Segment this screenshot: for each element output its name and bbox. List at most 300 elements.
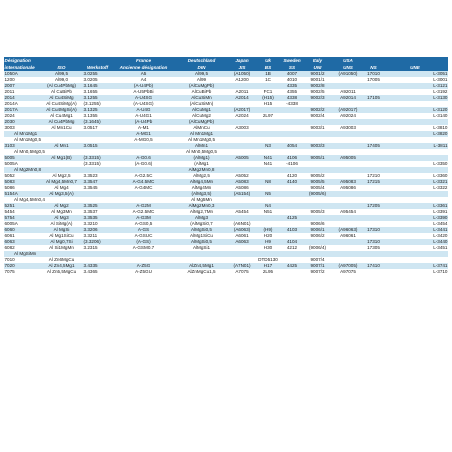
cell-iso: Al Zn6MgCu bbox=[40, 257, 83, 263]
cell-ss: 4425 bbox=[280, 263, 304, 269]
cell-bs: 1B bbox=[256, 71, 280, 77]
cell-din: Al99,5 bbox=[175, 71, 228, 77]
cell-bs: N5 bbox=[256, 191, 280, 197]
cell-ss: 4355 bbox=[280, 89, 304, 95]
cell-ss bbox=[280, 269, 304, 275]
cell-din: Al Mg5Mn bbox=[175, 197, 228, 203]
cell-ss: 4054 bbox=[280, 143, 304, 149]
header-top-cell bbox=[382, 57, 448, 64]
cell-uns: A92024 bbox=[331, 113, 365, 119]
cell-designation: 2011 bbox=[4, 89, 40, 95]
cell-uns: A93003 bbox=[331, 125, 365, 131]
cell-bs: FC1 bbox=[256, 89, 280, 95]
cell-iso: Al Cu4PbMg bbox=[40, 119, 83, 125]
header-top-cell bbox=[40, 57, 83, 64]
cell-une: L-3192 bbox=[382, 89, 448, 95]
cell-iso: Al Mg2,5 bbox=[40, 173, 83, 179]
cell-iso: Al MgSi bbox=[40, 227, 83, 233]
cell-une: L-3451 bbox=[382, 245, 448, 251]
cell-werkstoff: 3.3206 bbox=[83, 227, 112, 233]
cell-ns: 17310 bbox=[365, 239, 382, 245]
cell-jis: A7075 bbox=[228, 269, 256, 275]
cell-designation: 3103 bbox=[4, 143, 40, 149]
cell-une: L-3440 bbox=[382, 239, 448, 245]
cell-ss: 4212 bbox=[280, 245, 304, 251]
cell-uni: 9001/1 bbox=[304, 77, 331, 83]
cell-bs: DTD5130 bbox=[256, 257, 280, 263]
cell-ancienne-designation: A-MG0,5 bbox=[112, 137, 175, 143]
cell-werkstoff: (3.3315) bbox=[83, 161, 112, 167]
cell-ancienne-designation: (A-G0.6) bbox=[112, 161, 175, 167]
cell-une: L-3140 bbox=[382, 113, 448, 119]
cell-designation: Al MgSiMn bbox=[4, 251, 40, 257]
cell-une: L-3710 bbox=[382, 269, 448, 275]
cell-werkstoff: 3.1645 bbox=[83, 83, 112, 89]
cell-ss: 4106 bbox=[280, 155, 304, 161]
cell-uni: 9005/1 bbox=[304, 155, 331, 161]
cell-bs: N51 bbox=[256, 209, 280, 215]
alloy-designation-table bbox=[4, 57, 448, 275]
cell-jis: A6063 bbox=[228, 239, 256, 245]
header-top-cell bbox=[83, 57, 112, 64]
cell-uns: A95086 bbox=[331, 185, 365, 191]
cell-designation: 6082 bbox=[4, 245, 40, 251]
cell-ns: 17205 bbox=[365, 203, 382, 209]
cell-designation: 2007 bbox=[4, 83, 40, 89]
cell-une: L-3120 bbox=[382, 107, 448, 113]
cell-une: L-3001 bbox=[382, 77, 448, 83]
cell-designation: Al Mn1Mg0,5 bbox=[4, 137, 40, 143]
cell-uni: 9003/3 bbox=[304, 143, 331, 149]
cell-une: L-3350 bbox=[382, 161, 448, 167]
cell-une: L-3810 bbox=[382, 125, 448, 131]
cell-din: AlZn4,5Mg1 bbox=[175, 263, 228, 269]
cell-werkstoff: 3.3545 bbox=[83, 185, 112, 191]
cell-din: (AlMg1 bbox=[175, 161, 228, 167]
cell-din: AlCuBiPb bbox=[175, 89, 228, 95]
cell-designation: 6005A bbox=[4, 221, 40, 227]
cell-designation: Al Mg2Mn0,8 bbox=[4, 167, 40, 173]
cell-ss: 4120 bbox=[280, 173, 304, 179]
cell-iso: Al Mg2 bbox=[40, 203, 83, 209]
cell-din: AlMn1 bbox=[175, 143, 228, 149]
cell-designation: 6060 bbox=[4, 227, 40, 233]
cell-designation: 7075 bbox=[4, 269, 40, 275]
header-country-uk: Uk bbox=[256, 57, 280, 64]
cell-ss: 4338 bbox=[280, 95, 304, 101]
cell-uns: (A91050) bbox=[331, 71, 365, 77]
cell-din: AlMg2Mn0,8 bbox=[175, 167, 228, 173]
cell-une: L-3390 bbox=[382, 215, 448, 221]
cell-uni: 9002/8 bbox=[304, 83, 331, 89]
cell-din: Al99 bbox=[175, 77, 228, 83]
cell-designation: 5005 bbox=[4, 155, 40, 161]
cell-werkstoff: 3.3525 bbox=[83, 203, 112, 209]
cell-uni: 9002/5 bbox=[304, 89, 331, 95]
cell-din: (AlMg1) bbox=[175, 155, 228, 161]
cell-ancienne-designation: (A-U4Pb bbox=[112, 119, 175, 125]
cell-bs: N4 bbox=[256, 203, 280, 209]
cell-iso: Al Mg4 bbox=[40, 185, 83, 191]
cell-ancienne-designation: (A-U4Pb) bbox=[112, 83, 175, 89]
cell-ancienne-designation: A-G2.5MC bbox=[112, 209, 175, 215]
header-country-usa: USA bbox=[331, 57, 365, 64]
cell-werkstoff: 3.1355 bbox=[83, 113, 112, 119]
cell-iso: Al Si1MgMn bbox=[40, 245, 83, 251]
cell-din: (AlCuSiMn) bbox=[175, 101, 228, 107]
cell-din: AlMg2,5 bbox=[175, 173, 228, 179]
cell-jis: A3003 bbox=[228, 125, 256, 131]
cell-une: L-3322 bbox=[382, 185, 448, 191]
cell-jis: A5454 bbox=[228, 209, 256, 215]
cell-designation: Al Mn1Mg1 bbox=[4, 131, 40, 137]
cell-ancienne-designation: A-U4SG bbox=[112, 95, 175, 101]
cell-din: AlCuMg2 bbox=[175, 113, 228, 119]
cell-uni: 9007/1 bbox=[304, 263, 331, 269]
header-country-france: France bbox=[112, 57, 175, 64]
cell-din: AlMg4,5Mn bbox=[175, 179, 228, 185]
cell-ss: 4007 bbox=[280, 71, 304, 77]
cell-din: AlMg1SiCu bbox=[175, 233, 228, 239]
cell-ancienne-designation: A-M1 bbox=[112, 125, 175, 131]
cell-designation: 6063 bbox=[4, 239, 40, 245]
cell-din: AlMg2Mn0,3 bbox=[175, 203, 228, 209]
cell-ss: 4103 bbox=[280, 227, 304, 233]
cell-bs: 1C bbox=[256, 77, 280, 83]
cell-ancienne-designation: A-GS0,5 bbox=[112, 221, 175, 227]
cell-ancienne-designation: A5 bbox=[112, 71, 175, 77]
cell-designation: 5052 bbox=[4, 173, 40, 179]
cell-designation: 1050A bbox=[4, 71, 40, 77]
cell-une: L-3391 bbox=[382, 209, 448, 215]
cell-din: AlCuMg1 bbox=[175, 107, 228, 113]
cell-bs: N41 bbox=[256, 155, 280, 161]
cell-uni: 9005/3 bbox=[304, 209, 331, 215]
header-country-deutschland: Deutschland bbox=[175, 57, 228, 64]
cell-din: AlMgSi0,5 bbox=[175, 239, 228, 245]
cell-uni: 9002/2 bbox=[304, 107, 331, 113]
cell-din: AlZnMgCu1,5 bbox=[175, 269, 228, 275]
cell-uns: A97075 bbox=[331, 269, 365, 275]
cell-ns: 17105 bbox=[365, 95, 382, 101]
cell-designation: 2014A bbox=[4, 101, 40, 107]
cell-bs: H9 bbox=[256, 239, 280, 245]
cell-ss: -4338 bbox=[280, 101, 304, 107]
cell-jis: A2011 bbox=[228, 89, 256, 95]
cell-uni: (9005/6) bbox=[304, 191, 331, 197]
cell-werkstoff: 3.3547 bbox=[83, 179, 112, 185]
cell-iso: Al Mg4,5Mn0,7 bbox=[40, 179, 83, 185]
header-designation-line-1: Désignation bbox=[4, 57, 40, 64]
cell-designation: Al Mn0,5Mg0,5 bbox=[4, 149, 40, 155]
cell-ancienne-designation: (A-U4SG) bbox=[112, 101, 175, 107]
cell-jis: A6061 bbox=[228, 233, 256, 239]
cell-designation: Al Mg4,5Mn0,4 bbox=[4, 197, 40, 203]
cell-din: Al Mn1Mg0,5 bbox=[175, 137, 228, 143]
cell-werkstoff: 3.4365 bbox=[83, 269, 112, 275]
header-standard-jis: JIS bbox=[228, 64, 256, 71]
cell-une: L-3420 bbox=[382, 233, 448, 239]
header-country-sweden: Sweden bbox=[280, 57, 304, 64]
cell-jis: (A6063) bbox=[228, 227, 256, 233]
cell-uni: 9006/2 bbox=[304, 233, 331, 239]
cell-une: L-3321 bbox=[382, 179, 448, 185]
cell-bs: (H9) bbox=[256, 227, 280, 233]
header-standard-iso: ISO bbox=[40, 64, 83, 71]
cell-une: L-3361 bbox=[382, 203, 448, 209]
cell-werkstoff: 3.4335 bbox=[83, 263, 112, 269]
cell-jis: (A5154) bbox=[228, 191, 256, 197]
cell-ancienne-designation: A-U4G bbox=[112, 107, 175, 113]
cell-uns: (A97005) bbox=[331, 263, 365, 269]
cell-une: L-3454 bbox=[382, 221, 448, 227]
cell-uni: (9006/4) bbox=[304, 245, 331, 251]
cell-ss: 4104 bbox=[280, 239, 304, 245]
cell-ss: 4335 bbox=[280, 83, 304, 89]
cell-ancienne-designation: (A-GS) bbox=[112, 239, 175, 245]
cell-une: L-3360 bbox=[382, 173, 448, 179]
cell-din: (AlMg3,5) bbox=[175, 191, 228, 197]
cell-ss: -4106 bbox=[280, 161, 304, 167]
cell-ns: 17310 bbox=[365, 227, 382, 233]
cell-jis: A2024 bbox=[228, 113, 256, 119]
cell-bs: N41 bbox=[256, 161, 280, 167]
cell-uns: A92011 bbox=[331, 89, 365, 95]
cell-werkstoff: 3.1255 bbox=[83, 95, 112, 101]
cell-jis: (A1050) bbox=[228, 71, 256, 77]
cell-iso: Al CuBiPb bbox=[40, 89, 83, 95]
cell-designation: 7010 bbox=[4, 257, 40, 263]
cell-jis: A5005 bbox=[228, 155, 256, 161]
cell-jis: (A7N01) bbox=[228, 263, 256, 269]
header-standard-bs: BS bbox=[256, 64, 280, 71]
cell-ns: 17010 bbox=[365, 71, 382, 77]
cell-werkstoff: 3.3211 bbox=[83, 233, 112, 239]
cell-ancienne-designation: A-G4MC bbox=[112, 185, 175, 191]
cell-ns bbox=[365, 269, 382, 275]
cell-designation: 5754 bbox=[4, 215, 40, 221]
cell-iso: Al Mg1SiCu bbox=[40, 233, 83, 239]
cell-iso: (Al Cu4PbMg) bbox=[40, 83, 83, 89]
cell-werkstoff: 3.1325 bbox=[83, 107, 112, 113]
cell-jis: A5083 bbox=[228, 179, 256, 185]
cell-werkstoff: (3.3315) bbox=[83, 155, 112, 161]
cell-din: AlCuSiMn bbox=[175, 95, 228, 101]
cell-ancienne-designation: A-G4.5MC bbox=[112, 179, 175, 185]
cell-iso: Al Mg1(B) bbox=[40, 155, 83, 161]
cell-ns: 17405 bbox=[365, 143, 382, 149]
header-standard-uns: UNS bbox=[331, 64, 365, 71]
cell-jis: (A2017) bbox=[228, 107, 256, 113]
table-row bbox=[4, 269, 448, 275]
cell-ns: 17005 bbox=[365, 77, 382, 83]
cell-werkstoff: 3.0255 bbox=[83, 71, 112, 77]
cell-ss: 4010 bbox=[280, 77, 304, 83]
cell-iso: Al SiMg(A) bbox=[40, 221, 83, 227]
cell-bs: H15 bbox=[256, 101, 280, 107]
cell-iso: Al Mg3 bbox=[40, 215, 83, 221]
cell-uni: 9001/2 bbox=[304, 71, 331, 77]
cell-iso: Al99,0 bbox=[40, 77, 83, 83]
cell-ancienne-designation: A-GSUC bbox=[112, 233, 175, 239]
cell-din: AlMgSi1 bbox=[175, 245, 228, 251]
cell-ns: 17305 bbox=[365, 245, 382, 251]
table-body bbox=[4, 57, 448, 275]
cell-uns: A95083 bbox=[331, 179, 365, 185]
cell-ancienne-designation: A-G2.5C bbox=[112, 173, 175, 179]
cell-ancienne-designation: A-G0.6 bbox=[112, 155, 175, 161]
cell-din: (AlCuMgPb) bbox=[175, 119, 228, 125]
cell-werkstoff: (3.1645) bbox=[83, 119, 112, 125]
cell-uni: 9005/4 bbox=[304, 185, 331, 191]
cell-ancienne-designation: A-Z5G bbox=[112, 263, 175, 269]
cell-werkstoff: 3.1655 bbox=[83, 89, 112, 95]
cell-ns: 17210 bbox=[365, 173, 382, 179]
cell-bs: (H15) bbox=[256, 95, 280, 101]
cell-werkstoff: (3.1255) bbox=[83, 101, 112, 107]
cell-uni: 9007/4 bbox=[304, 257, 331, 263]
cell-bs: H17 bbox=[256, 263, 280, 269]
cell-ancienne-designation: A4 bbox=[112, 77, 175, 83]
cell-werkstoff: 3.0205 bbox=[83, 77, 112, 83]
cell-werkstoff: (3.3206) bbox=[83, 239, 112, 245]
cell-designation: 3003 bbox=[4, 125, 40, 131]
cell-uni: 9006/6 bbox=[304, 221, 331, 227]
cell-designation: 2014 bbox=[4, 95, 40, 101]
cell-iso: Al Cu4SiMg(A) bbox=[40, 101, 83, 107]
cell-din: (AlCuMgPb) bbox=[175, 83, 228, 89]
header-standard-din: DIN bbox=[175, 64, 228, 71]
cell-din: AlMnCu bbox=[175, 125, 228, 131]
cell-iso: Al Mn1 bbox=[40, 143, 83, 149]
cell-jis: A5086 bbox=[228, 185, 256, 191]
cell-iso: Al Mg3,5(A) bbox=[40, 191, 83, 197]
header-top-cell bbox=[365, 57, 382, 64]
cell-iso: Al Mg3Mn bbox=[40, 209, 83, 215]
cell-werkstoff: 3.0515 bbox=[83, 143, 112, 149]
alloy-designation-table-sheet bbox=[4, 57, 448, 275]
cell-ns: 17215 bbox=[365, 179, 382, 185]
header-standard-ns: NS bbox=[365, 64, 382, 71]
cell-bs: 2L97 bbox=[256, 113, 280, 119]
cell-designation: 5083 bbox=[4, 179, 40, 185]
header-standard-ss: SS bbox=[280, 64, 304, 71]
cell-werkstoff: 3.3537 bbox=[83, 209, 112, 215]
cell-designation: 5454 bbox=[4, 209, 40, 215]
cell-bs: 2L95 bbox=[256, 269, 280, 275]
cell-ss: 4125 bbox=[280, 215, 304, 221]
cell-iso: Al99,5 bbox=[40, 71, 83, 77]
header-country-italy: Italy bbox=[304, 57, 331, 64]
cell-designation: 7020 bbox=[4, 263, 40, 269]
cell-iso: Al Cu4SiMg bbox=[40, 95, 83, 101]
cell-din: (AlMgSi0,7 bbox=[175, 221, 228, 227]
cell-din: AlMg3 bbox=[175, 215, 228, 221]
cell-une: L-3811 bbox=[382, 143, 448, 149]
cell-iso: Al Mn1Cu bbox=[40, 125, 83, 131]
header-designation-line-2: internationale bbox=[4, 64, 40, 71]
cell-ancienne-designation: A-GSM0.7 bbox=[112, 245, 175, 251]
cell-werkstoff: 3.3523 bbox=[83, 173, 112, 179]
cell-uni: 9005/5 bbox=[304, 179, 331, 185]
cell-ns: 17410 bbox=[365, 263, 382, 269]
cell-designation: 5154A bbox=[4, 191, 40, 197]
cell-din: AlMg4Mn bbox=[175, 185, 228, 191]
cell-designation: 6061 bbox=[4, 233, 40, 239]
header-country-japan: Japan bbox=[228, 57, 256, 64]
cell-werkstoff: 3.2315 bbox=[83, 245, 112, 251]
cell-uni: 9003/1 bbox=[304, 125, 331, 131]
cell-une: L-3130 bbox=[382, 95, 448, 101]
cell-jis: A1200 bbox=[228, 77, 256, 83]
cell-designation: 5005A bbox=[4, 161, 40, 167]
cell-ancienne-designation: A-GS bbox=[112, 227, 175, 233]
cell-ancienne-designation: A-Z5GU bbox=[112, 269, 175, 275]
cell-ancienne-designation: A-MG1 bbox=[112, 131, 175, 137]
cell-uns: A96061 bbox=[331, 233, 365, 239]
header-standard-ancienne: Ancienne désignation bbox=[112, 64, 175, 71]
cell-bs: H20 bbox=[256, 233, 280, 239]
cell-uni: 9002/4 bbox=[304, 113, 331, 119]
cell-ancienne-designation: A-G3M bbox=[112, 215, 175, 221]
cell-designation: 5251 bbox=[4, 203, 40, 209]
cell-uns: (A92017) bbox=[331, 107, 365, 113]
cell-designation: 5086 bbox=[4, 185, 40, 191]
cell-uni: 9006/1 bbox=[304, 227, 331, 233]
cell-designation: 2017A bbox=[4, 107, 40, 113]
cell-uni: 9002/3 bbox=[304, 95, 331, 101]
header-row-standards bbox=[4, 64, 448, 71]
cell-iso: Al Cu4Mg1 bbox=[40, 113, 83, 119]
cell-une: L-3820 bbox=[382, 131, 448, 137]
cell-din: Al Mn0,5Mg0,5 bbox=[175, 149, 228, 155]
cell-din: Al Mn1Mg1 bbox=[175, 131, 228, 137]
cell-une: L-3741 bbox=[382, 263, 448, 269]
cell-jis: A5052 bbox=[228, 173, 256, 179]
cell-werkstoff: 3.0517 bbox=[83, 125, 112, 131]
cell-iso: Al Cu4MgSi(A) bbox=[40, 107, 83, 113]
cell-bs: N3 bbox=[256, 143, 280, 149]
cell-une: L-3441 bbox=[382, 227, 448, 233]
cell-iso: Al Zn5,5MgCu bbox=[40, 269, 83, 275]
cell-uns: A95005 bbox=[331, 155, 365, 161]
cell-uni: 9005/2 bbox=[304, 173, 331, 179]
cell-bs: H30 bbox=[256, 245, 280, 251]
cell-une: L-3121 bbox=[382, 83, 448, 89]
cell-werkstoff: 3.3210 bbox=[83, 221, 112, 227]
cell-uni: 9007/2 bbox=[304, 269, 331, 275]
cell-din: AlMg2,7Mn bbox=[175, 209, 228, 215]
header-standard-uni: UNI bbox=[304, 64, 331, 71]
cell-iso: Al Mg0,7Si bbox=[40, 239, 83, 245]
cell-designation: 2024 bbox=[4, 113, 40, 119]
cell-werkstoff: 3.3535 bbox=[83, 215, 112, 221]
cell-uns: (A96063) bbox=[331, 227, 365, 233]
cell-jis: (A6N01) bbox=[228, 221, 256, 227]
cell-ancienne-designation: A-U5PbBi bbox=[112, 89, 175, 95]
cell-ss: 4140 bbox=[280, 179, 304, 185]
header-standard-une: UNE bbox=[382, 64, 448, 71]
cell-ancienne-designation: A-U4G1 bbox=[112, 113, 175, 119]
cell-din: AlMgSi0,5 bbox=[175, 227, 228, 233]
header-standard-werkstoff: Werkstoff bbox=[83, 64, 112, 71]
cell-iso: Al Zn4,5Mg1 bbox=[40, 263, 83, 269]
cell-uns: A92014 bbox=[331, 95, 365, 101]
cell-designation: 1200 bbox=[4, 77, 40, 83]
cell-designation: 2030 bbox=[4, 119, 40, 125]
cell-une: L-3051 bbox=[382, 71, 448, 77]
cell-ancienne-designation: A-G2M bbox=[112, 203, 175, 209]
